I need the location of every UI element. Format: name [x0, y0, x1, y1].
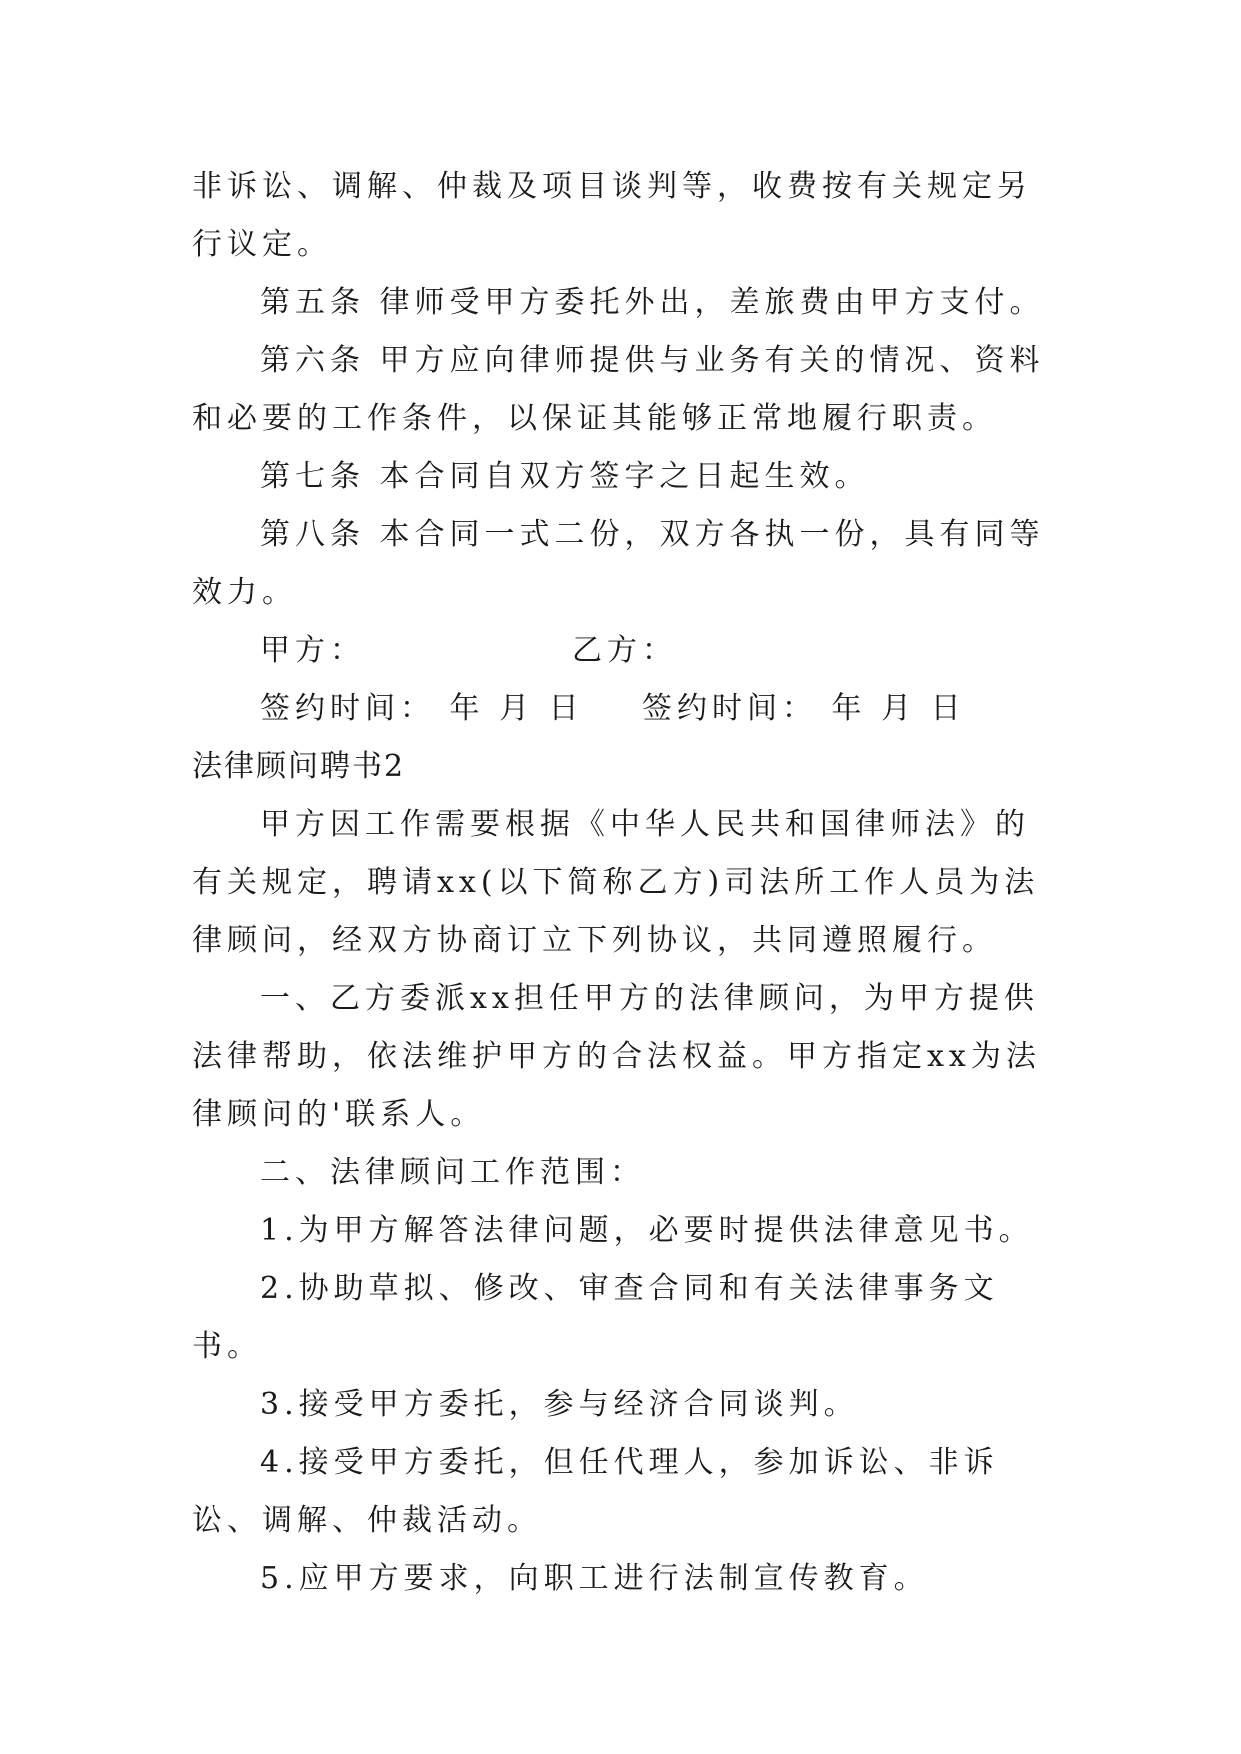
list-item-2: 2.协助草拟、修改、审查合同和有关法律事务文书。: [192, 1271, 999, 1364]
list-item-5: 5.应甲方要求，向职工进行法制宣传教育。: [260, 1561, 929, 1596]
paragraph-clause-two: 二、法律顾问工作范围：: [260, 1155, 645, 1190]
signature-parties-row: [192, 622, 1054, 680]
paragraph-intro: 甲方因工作需要根据《中华人民共和国律师法》的有关规定，聘请xx(以下简称乙方)司法所工作人员为法律顾问，经双方协商订立下列协议，共同遵照履行。: [192, 807, 1040, 958]
sign-time-a: 签约时间： 年 月 日: [260, 691, 584, 726]
party-a-label: 甲方：: [260, 633, 365, 668]
paragraph-clause-one: 一、乙方委派xx担任甲方的法律顾问，为甲方提供法律帮助，依法维护甲方的合法权益。甲方指定xx为法律顾问的'联系人。: [192, 981, 1041, 1132]
signature-time-row: [192, 680, 1054, 738]
section-heading: 法律顾问聘书2: [192, 749, 406, 784]
paragraph-fee-continuation: 非诉讼、调解、仲裁及项目谈判等，收费按有关规定另行议定。: [192, 169, 1032, 262]
paragraph-article-5: 第五条 律师受甲方委托外出，差旅费由甲方支付。: [260, 285, 1045, 320]
list-item-1: 1.为甲方解答法律问题，必要时提供法律意见书。: [260, 1213, 1034, 1248]
list-item-4: 4.接受甲方委托，但任代理人，参加诉讼、非诉讼、调解、仲裁活动。: [192, 1445, 999, 1538]
paragraph-article-7: 第七条 本合同自双方签字之日起生效。: [260, 459, 870, 494]
document-body: [192, 158, 1054, 1608]
party-b-label: 乙方：: [572, 633, 677, 668]
list-item-3: 3.接受甲方委托，参与经济合同谈判。: [260, 1387, 859, 1422]
paragraph-article-6: 第六条 甲方应向律师提供与业务有关的情况、资料和必要的工作条件，以保证其能够正常地履行职责。: [192, 343, 1045, 436]
paragraph-article-8: 第八条 本合同一式二份，双方各执一份，具有同等效力。: [192, 517, 1045, 610]
sign-time-b: 签约时间： 年 月 日: [642, 691, 966, 726]
